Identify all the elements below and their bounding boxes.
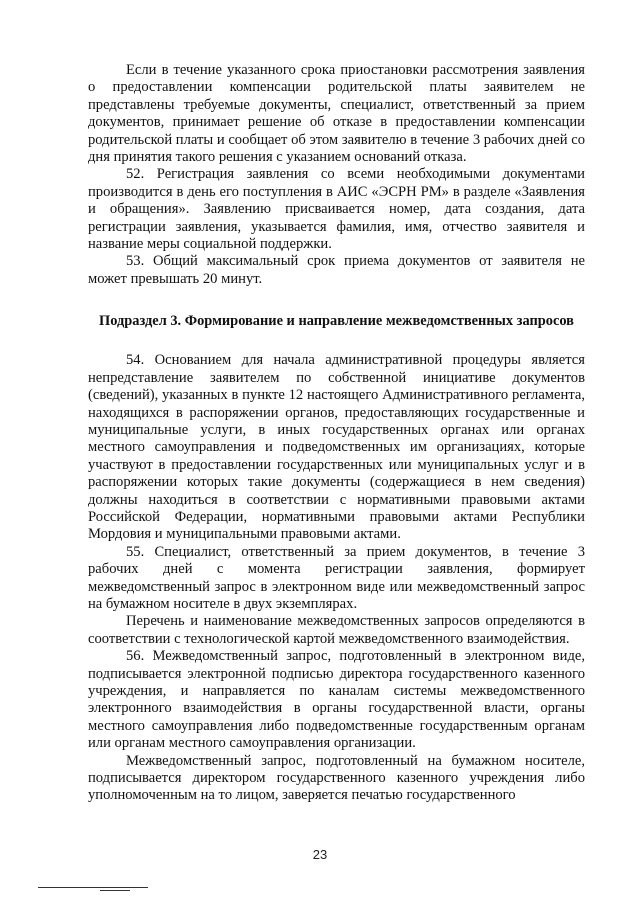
paragraph-54: 54. Основанием для начала административной процедуры является непредставление заявителем по собственной инициативе документов (сведений), указанных в пункте 12 настоящего Административного регламента, находящихся в распоряжении органов, предоставляющих государственные и муниципальные услуги, в иных государственных органах или органах местного самоуправления и подведомственных им организациях, которые участвуют в предоставлении государственных или муниципальных услуг и в распоряжении которых такие документы (содержащиеся в нем сведения) должны находиться в соответствии с нормативными правовыми актами Российской Федерации, нормативными правовыми актами Республики Мордовия и муниципальными правовыми актами. <box>88 352 585 543</box>
document-page <box>88 62 585 805</box>
paragraph-request-list: Перечень и наименование межведомственных запросов определяются в соответствии с технологической картой межведомственного взаимодействия. <box>88 613 585 647</box>
footer-rule-short <box>100 890 130 891</box>
section-spacer-2 <box>88 330 585 352</box>
paragraph-55: 55. Специалист, ответственный за прием документов, в течение 3 рабочих дней с момента регистрации заявления, формирует межведомственный запрос в электронном виде или межведомственный запрос на бумажном носителе в двух экземплярах. <box>88 543 585 612</box>
subsection-heading: Подраздел 3. Формирование и направление межведомственных запросов <box>99 313 574 330</box>
paragraph-52: 52. Регистрация заявления со всеми необходимыми документами производится в день его поступления в АИС «ЭСРН РМ» в разделе «Заявления и обращения». Заявлению присваивается номер, дата создания, дата регистрации заявления, указывается фамилия, имя, отчество заявителя и название меры социальной поддержки. <box>88 166 585 253</box>
paragraph-paper-request: Межведомственный запрос, подготовленный на бумажном носителе, подписывается директором государственного казенного учреждения либо уполномоченным на то лицом, заверяется печатью государственного <box>88 752 585 804</box>
page-number: 23 <box>312 847 328 862</box>
footer-rule <box>38 887 148 888</box>
section-spacer <box>88 288 585 312</box>
paragraph-refusal-notice: Если в течение указанного срока приостановки рассмотрения заявления о предоставлении компенсации родительской платы заявителем не представлены требуемые документы, специалист, ответственный за прием документов, принимает решение об отказе в предоставлении компенсации родительской платы и сообщает об этом заявителю в течение 3 рабочих дней со дня принятия такого решения с указанием оснований отказа. <box>88 62 585 166</box>
paragraph-53: 53. Общий максимальный срок приема документов от заявителя не может превышать 20 минут. <box>88 253 585 287</box>
paragraph-56: 56. Межведомственный запрос, подготовленный в электронном виде, подписывается электронной подписью директора государственного казенного учреждения, и направляется по каналам системы межведомственного электронного взаимодействия в органы государственной власти, органы местного самоуправления либо подведомственные государственным органам или органам местного самоуправления организации. <box>88 648 585 752</box>
